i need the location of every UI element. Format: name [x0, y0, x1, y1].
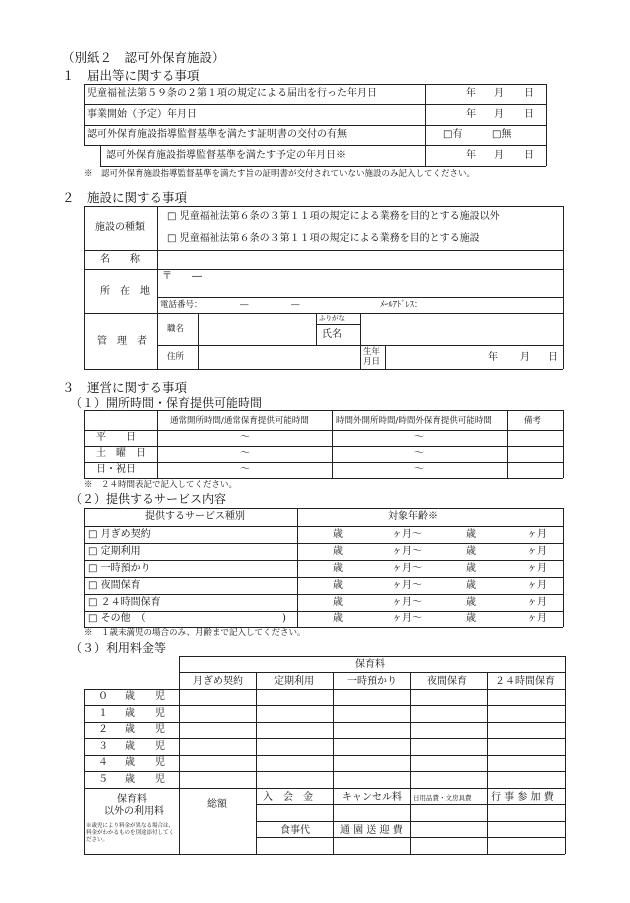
- certificate-yes-checkbox[interactable]: □有: [443, 129, 463, 140]
- service-type-checkbox[interactable]: □ 定期利用: [88, 546, 141, 557]
- age-from-years: 歳: [333, 546, 343, 557]
- age-to-months: ヶ月: [527, 546, 547, 557]
- age-to-years: 歳: [466, 529, 476, 540]
- dob-day: 日: [548, 352, 558, 363]
- hours-tilde: 〜: [414, 432, 424, 443]
- age-to-months: ヶ月: [527, 580, 547, 591]
- services-col-type: 提供するサービス種別: [145, 511, 245, 522]
- services-col-age: 対象年齢※: [388, 511, 438, 522]
- sec1-note: ※ 認可外保育施設指導監督基準を満たす旨の証明書が交付されていない施設のみ記入してください。: [84, 169, 476, 179]
- fee-row-age-suffix: 児: [155, 691, 165, 702]
- fee-row-age-number: ３: [98, 741, 108, 752]
- fee-row-age-suffix: 児: [155, 774, 165, 785]
- certificate-no-checkbox[interactable]: □無: [492, 129, 512, 140]
- sec1-row3-label: 認可外保育施設指導監督基準を満たす証明書の交付の有無: [87, 129, 347, 140]
- sec1-row4-day: 日: [524, 150, 534, 161]
- manager-address-label: 住所: [167, 352, 185, 362]
- fee-col-monthly: 月ぎめ契約: [193, 676, 243, 687]
- fee-row-age-suffix: 児: [155, 708, 165, 719]
- age-to-months: ヶ月: [527, 613, 547, 624]
- fee-row-age-unit: 歳: [125, 774, 135, 785]
- age-from-years: 歳: [333, 529, 343, 540]
- fee-col-night: 夜間保育: [427, 676, 467, 687]
- sec1-row2-day: 日: [524, 109, 534, 120]
- facility-type-label: 施設の種類: [95, 222, 145, 233]
- dob-label-line1: 生年: [363, 347, 381, 357]
- dob-month: 月: [520, 352, 530, 363]
- facility-type-option-1[interactable]: □ 児童福祉法第６条の３第１１項の規定による業務を目的とする施設以外: [167, 211, 500, 222]
- fee-row-age-suffix: 児: [155, 741, 165, 752]
- service-type-checkbox[interactable]: □ その他 （: [88, 613, 146, 624]
- service-type-checkbox[interactable]: □ 一時預かり: [88, 563, 151, 574]
- fee-row-age-unit: 歳: [125, 691, 135, 702]
- age-from-years: 歳: [333, 613, 343, 624]
- sec1-row2-year: 年: [466, 109, 476, 120]
- age-to-months: ヶ月: [527, 529, 547, 540]
- fee-item-events: 行 事 参 加 費: [491, 792, 554, 803]
- fee-row-age-number: ５: [98, 774, 108, 785]
- fee-row-age-number: ０: [98, 691, 108, 702]
- facility-type-option-2[interactable]: □ 児童福祉法第６条の３第１１項の規定による業務を目的とする施設: [167, 233, 480, 244]
- dob-label-line2: 月日: [363, 357, 381, 367]
- hours-tilde: 〜: [414, 448, 424, 459]
- age-from-years: 歳: [333, 563, 343, 574]
- dob-year: 年: [488, 352, 498, 363]
- service-type-checkbox[interactable]: □ 月ぎめ契約: [88, 529, 151, 540]
- total-label: 総額: [207, 799, 227, 810]
- manager-label: 管 理 者: [97, 336, 147, 347]
- section-2-heading: ２ 施設に関する事項: [62, 190, 188, 205]
- fee-item-meals: 食事代: [280, 825, 310, 836]
- sec1-row1-month: 月: [494, 88, 504, 99]
- manager-name-label: 氏名: [322, 329, 342, 340]
- fee-item-admission: 入 会 金: [263, 792, 313, 803]
- section-3-heading: ３ 運営に関する事項: [62, 380, 188, 395]
- fee-row-age-number: ４: [98, 757, 108, 768]
- age-to-months: ヶ月: [527, 597, 547, 608]
- hours-row-weekday: 平 日: [96, 432, 136, 443]
- fee-item-transport: 通 園 送 迎 費: [340, 825, 403, 836]
- sub2-heading: （２）提供するサービス内容: [70, 492, 227, 506]
- phone-dash-1: ―: [240, 300, 249, 310]
- services-note: ※ １歳未満児の場合のみ、月齢まで記入してください。: [84, 628, 306, 638]
- age-from-years: 歳: [333, 580, 343, 591]
- age-from-months: ヶ月〜: [392, 613, 422, 624]
- service-type-checkbox[interactable]: □ ２４時間保育: [88, 597, 161, 608]
- age-from-months: ヶ月〜: [392, 546, 422, 557]
- fee-row-age-unit: 歳: [125, 708, 135, 719]
- fee-col-temporary: 一時預かり: [347, 676, 397, 687]
- phone-label: 電話番号：: [160, 300, 203, 310]
- fee-row-age-unit: 歳: [125, 724, 135, 735]
- facility-name-label: 名 称: [100, 254, 140, 265]
- age-from-months: ヶ月〜: [392, 580, 422, 591]
- sec1-row1-label: 児童福祉法第５９条の２第１項の規定による届出を行った年月日: [87, 88, 377, 99]
- phone-dash-2: ―: [291, 300, 300, 310]
- fee-row-age-number: ２: [98, 724, 108, 735]
- fee-row-age-number: １: [98, 708, 108, 719]
- sub3-heading: （３）利用料金等: [70, 641, 167, 655]
- age-from-months: ヶ月〜: [392, 529, 422, 540]
- sec1-row4-label: 認可外保育施設指導監督基準を満たす予定の年月日※: [106, 150, 346, 161]
- manager-title-label: 職名: [167, 324, 185, 334]
- postal-code-field[interactable]: 〒 ―: [162, 271, 202, 282]
- age-from-months: ヶ月〜: [392, 597, 422, 608]
- sec1-row4-year: 年: [466, 150, 476, 161]
- fee-row-age-unit: 歳: [125, 741, 135, 752]
- hours-row-holiday: 日・祝日: [96, 464, 136, 475]
- sub1-heading: （１）開所時間・保育提供可能時間: [70, 396, 263, 410]
- hours-tilde: 〜: [240, 464, 250, 475]
- sec1-row1-year: 年: [466, 88, 476, 99]
- sec1-row2-month: 月: [494, 109, 504, 120]
- hours-col-remarks: 備考: [524, 416, 542, 426]
- other-fees-label-1: 保育料: [117, 794, 147, 805]
- fee-item-cancellation: キャンセル料: [342, 792, 402, 803]
- hours-row-saturday: 土 曜 日: [96, 448, 146, 459]
- fee-row-age-unit: 歳: [125, 757, 135, 768]
- fee-row-age-suffix: 児: [155, 724, 165, 735]
- service-type-checkbox[interactable]: □ 夜間保育: [88, 580, 141, 591]
- furigana-label: ふりがな: [319, 314, 345, 322]
- fee-col-regular: 定期利用: [274, 676, 314, 687]
- sec1-row2-label: 事業開始（予定）年月日: [87, 109, 197, 120]
- hours-tilde: 〜: [240, 448, 250, 459]
- age-from-months: ヶ月〜: [392, 563, 422, 574]
- section-1-heading: １ 届出等に関する事項: [62, 68, 200, 83]
- hours-tilde: 〜: [414, 464, 424, 475]
- hours-col-normal: 通常開所時間/通常保育提供可能時間: [170, 416, 309, 426]
- facility-address-label: 所 在 地: [100, 286, 150, 297]
- sec1-row1-day: 日: [524, 88, 534, 99]
- fee-item-supplies: 日用品費・文房具費: [413, 794, 472, 802]
- hours-note: ※ ２４時間表記で記入してください。: [84, 480, 238, 490]
- sec1-row4-month: 月: [494, 150, 504, 161]
- age-to-years: 歳: [466, 613, 476, 624]
- age-to-years: 歳: [466, 580, 476, 591]
- service-other-close: ): [282, 613, 286, 624]
- fee-col-24h: ２４時間保育: [495, 676, 555, 687]
- fee-header: 保育料: [355, 659, 385, 670]
- other-fees-note: ※歳児により料金が異なる場合は、料金がわかるものを別途添付してください。: [86, 823, 175, 843]
- document-title: （別紙２ 認可外保育施設）: [62, 50, 225, 65]
- age-from-years: 歳: [333, 597, 343, 608]
- hours-col-overtime: 時間外開所時間/時間外保育提供可能時間: [336, 416, 492, 426]
- email-label: ﾒｰﾙｱﾄﾞﾚｽ：: [380, 300, 423, 310]
- age-to-years: 歳: [466, 563, 476, 574]
- hours-tilde: 〜: [240, 432, 250, 443]
- age-to-years: 歳: [466, 546, 476, 557]
- other-fees-label-2: 以外の利用料: [104, 806, 164, 817]
- age-to-months: ヶ月: [527, 563, 547, 574]
- fee-row-age-suffix: 児: [155, 757, 165, 768]
- age-to-years: 歳: [466, 597, 476, 608]
